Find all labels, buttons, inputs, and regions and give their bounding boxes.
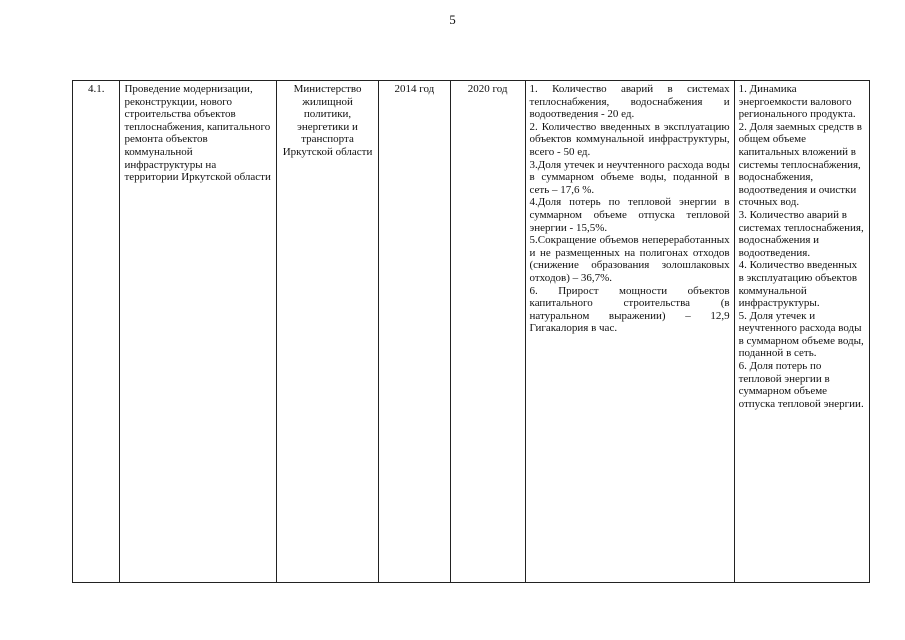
start-year-cell: 2014 год bbox=[379, 81, 451, 583]
program-table bbox=[72, 80, 870, 583]
indicator-item: 4. Количество введенных в эксплуатацию объектов коммунальной инфраструктуры. bbox=[738, 259, 858, 310]
result-item: 1. Количество аварий в системах теплоснабжения, водоснабжения и водоотведения - 20 ед. bbox=[529, 83, 730, 121]
row-number: 4.1. bbox=[73, 81, 120, 583]
activity-cell: Проведение модернизации, реконструкции, нового строительства объектов теплоснабжения, капитального ремонта объектов коммунальной инфраструктуры на территории Иркутской области bbox=[120, 81, 277, 583]
page-number: 5 bbox=[449, 12, 456, 27]
indicator-item: 6. Доля потерь по тепловой энергии в суммарном объеме отпуска тепловой энергии. bbox=[738, 360, 864, 410]
result-item: 5.Сокращение объемов непереработанных и не размещенных на полигонах отходов (снижение образования золошлаковых отходов) – 36,7%. bbox=[529, 234, 730, 284]
result-item: 6. Прирост мощности объектов капитального строительства (в натуральном выражении) – 12,9 Гигакалория в час. bbox=[529, 284, 730, 335]
indicators-cell bbox=[734, 81, 869, 583]
indicator-item: 1. Динамика энергоемкости валового регионального продукта. bbox=[738, 83, 856, 121]
results-cell bbox=[525, 81, 734, 583]
indicator-item: 5. Доля утечек и неучтенного расхода воды в суммарном объеме воды, поданной в сеть. bbox=[738, 309, 864, 360]
result-item: 4.Доля потерь по тепловой энергии в суммарном объеме отпуска тепловой энергии - 15,5%. bbox=[529, 196, 730, 234]
result-item: 2. Количество введенных в эксплуатацию объектов коммунальной инфраструктуры, всего - 50 ед. bbox=[529, 120, 730, 158]
executor-cell: Министерство жилищной политики, энергетики и транспорта Иркутской области bbox=[277, 81, 379, 583]
end-year-cell: 2020 год bbox=[450, 81, 525, 583]
result-item: 3.Доля утечек и неучтенного расхода воды в суммарном объеме воды, поданной в сеть – 17,6 %. bbox=[529, 158, 730, 196]
indicator-item: 2. Доля заемных средств в общем объеме капитальных вложений в системы теплоснабжения, водоснабжения, водоотведения и очистки сточных вод. bbox=[738, 120, 862, 209]
table-row bbox=[73, 81, 870, 583]
indicator-item: 3. Количество аварий в системах теплоснабжения, водоснабжения и водоотведения. bbox=[738, 208, 864, 259]
